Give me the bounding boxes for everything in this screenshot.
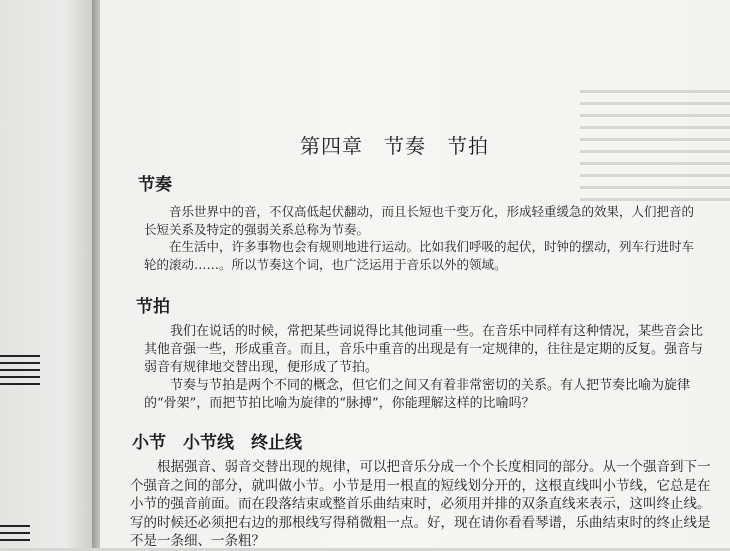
- paragraph: 节奏与节拍是两个不同的概念，但它们之间又有着非常密切的关系。有人把节奏比喻为旋律的“骨架”，而把节拍比喻为旋律的“脉搏”，你能理解这样的比喻吗？: [144, 378, 691, 411]
- music-staff-fragment: [0, 355, 40, 390]
- section-heading-meter: 节拍: [136, 297, 170, 317]
- paragraph: 在生活中，许多事物也会有规则地进行运动。比如我们呼吸的起伏，时钟的摆动，列车行进时车轮的滚动……。所以节奏这个词，也广泛运用于音乐以外的领域。: [144, 239, 695, 272]
- facing-page: [0, 0, 92, 548]
- section-heading-rhythm: 节奏: [138, 175, 172, 195]
- section-body-measure: [130, 458, 720, 551]
- paragraph: 根据强音、弱音交替出现的规律，可以把音乐分成一个个长度相同的部分。从一个强音到下一个强音之间的部分，就叫做小节。小节是用一根直的短线划分开的，这根直线叫小节线，它总是在小节的强音前面。而在段落结束或整首乐曲结束时，必须用并排的双条直线来表示，这叫终止线。写的时候还必须把右边的那根线写得稍微粗一点。好，现在请你看看琴谱，乐曲结束时的终止线是不是一条细、一条粗？: [130, 459, 711, 549]
- section-heading-measure: 小节 小节线 终止线: [132, 433, 302, 453]
- music-staff-fragment-lower: [0, 525, 30, 546]
- section-body-rhythm: [144, 203, 706, 273]
- paragraph: 音乐世界中的音，不仅高低起伏翻动，而且长短也千变万化，形成轻重缓急的效果，人们把音的长短关系及特定的强弱关系总称为节奏。: [144, 204, 695, 237]
- chapter-title: 第四章 节奏 节拍: [300, 134, 489, 158]
- book-page: [100, 0, 730, 548]
- section-body-meter: [144, 323, 706, 413]
- paragraph: 我们在说话的时候，常把某些词说得比其他词重一些。在音乐中同样有这种情况，某些音会比其他音强一些，形成重音。而且，音乐中重音的出现是有一定规律的，往往是定期的反复。强音与弱音有规律地交替出现，便形成了节拍。: [144, 324, 704, 375]
